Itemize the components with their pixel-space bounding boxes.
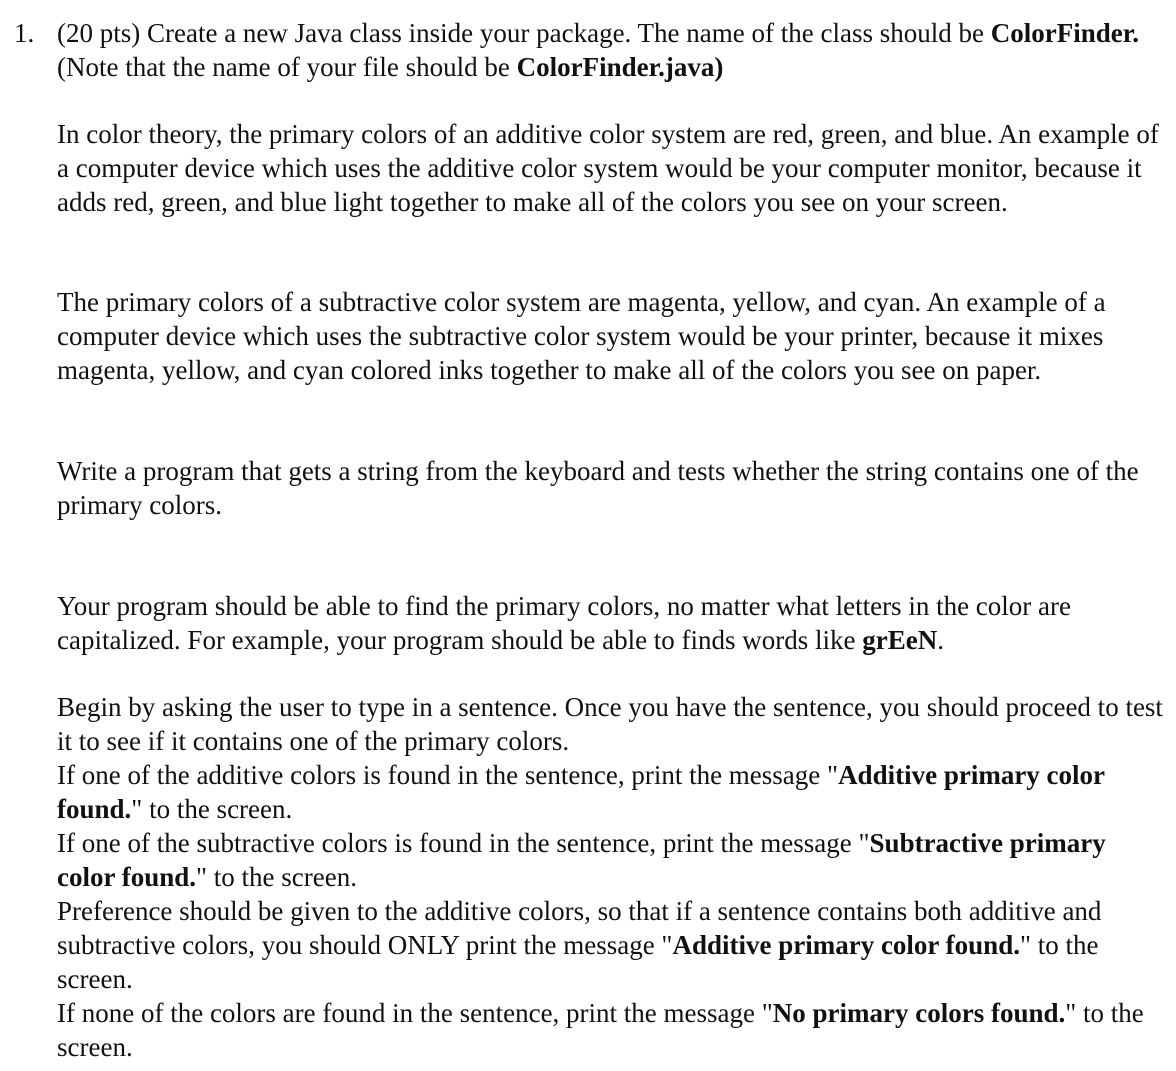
class-name: ColorFinder. <box>990 18 1139 48</box>
instruction-subtractive-text: If one of the subtractive colors is found in the sentence, print the message " <box>57 828 870 858</box>
file-name: ColorFinder.java) <box>516 52 724 82</box>
points-label: (20 pts) <box>57 18 141 48</box>
instruction-none-end: " to the screen. <box>57 998 1144 1062</box>
paragraph-subtractive: The primary colors of a subtractive color system are magenta, yellow, and cyan. An example of a computer device which uses the subtractive color system would be your printer, because it mixes magenta, yellow, and cyan colored inks together to make all of the colors you see on paper. <box>57 287 1106 385</box>
header-text-2: (Note that the name of your file should be <box>57 52 517 82</box>
paragraph-additive: In color theory, the primary colors of an additive color system are red, green, and blue. An example of a computer device which uses the additive color system would be your computer monitor, because it adds red, green, and blue light together to make all of the colors you see on your screen. <box>57 119 1159 217</box>
preference-message: Additive primary color found. <box>672 930 1020 960</box>
instruction-preference-end: " to the screen. <box>57 930 1099 994</box>
capitalization-text: Your program should be able to find the primary colors, no matter what letters in the color are capitalized. For example, your program should be able to finds words like <box>57 591 1071 655</box>
additive-message: Additive primary color found. <box>57 760 1105 824</box>
paragraph-task: Write a program that gets a string from the keyboard and tests whether the string contains one of the primary colors. <box>57 456 1139 520</box>
capitalization-end: . <box>937 625 945 655</box>
instruction-preference <box>57 894 1169 996</box>
instruction-additive-text: If one of the additive colors is found in the sentence, print the message " <box>57 760 839 790</box>
example-word: grEeN <box>862 625 938 655</box>
task-header <box>57 16 1169 84</box>
paragraph-capitalization <box>57 589 1169 657</box>
subtractive-message: Subtractive primary color found. <box>57 828 1106 892</box>
header-text-1: Create a new Java class inside your package. The name of the class should be <box>140 18 991 48</box>
instruction-none-text: If none of the colors are found in the sentence, print the message " <box>57 998 773 1028</box>
item-number: 1. <box>14 18 35 48</box>
instruction-none <box>57 996 1169 1064</box>
instruction-additive <box>57 758 1169 826</box>
instruction-subtractive-end: " to the screen. <box>196 862 357 892</box>
instruction-additive-end: " to the screen. <box>131 794 293 824</box>
instruction-subtractive <box>57 826 1169 894</box>
none-message: No primary colors found. <box>772 998 1066 1028</box>
instruction-preference-text: Preference should be given to the additive colors, so that if a sentence contains both additive and subtractive colors, you should ONLY print the message " <box>57 896 1102 960</box>
instructions-block <box>57 690 1169 1064</box>
instruction-begin: Begin by asking the user to type in a sentence. Once you have the sentence, you should proceed to test it to see if it contains one of the primary colors. <box>57 692 1163 756</box>
